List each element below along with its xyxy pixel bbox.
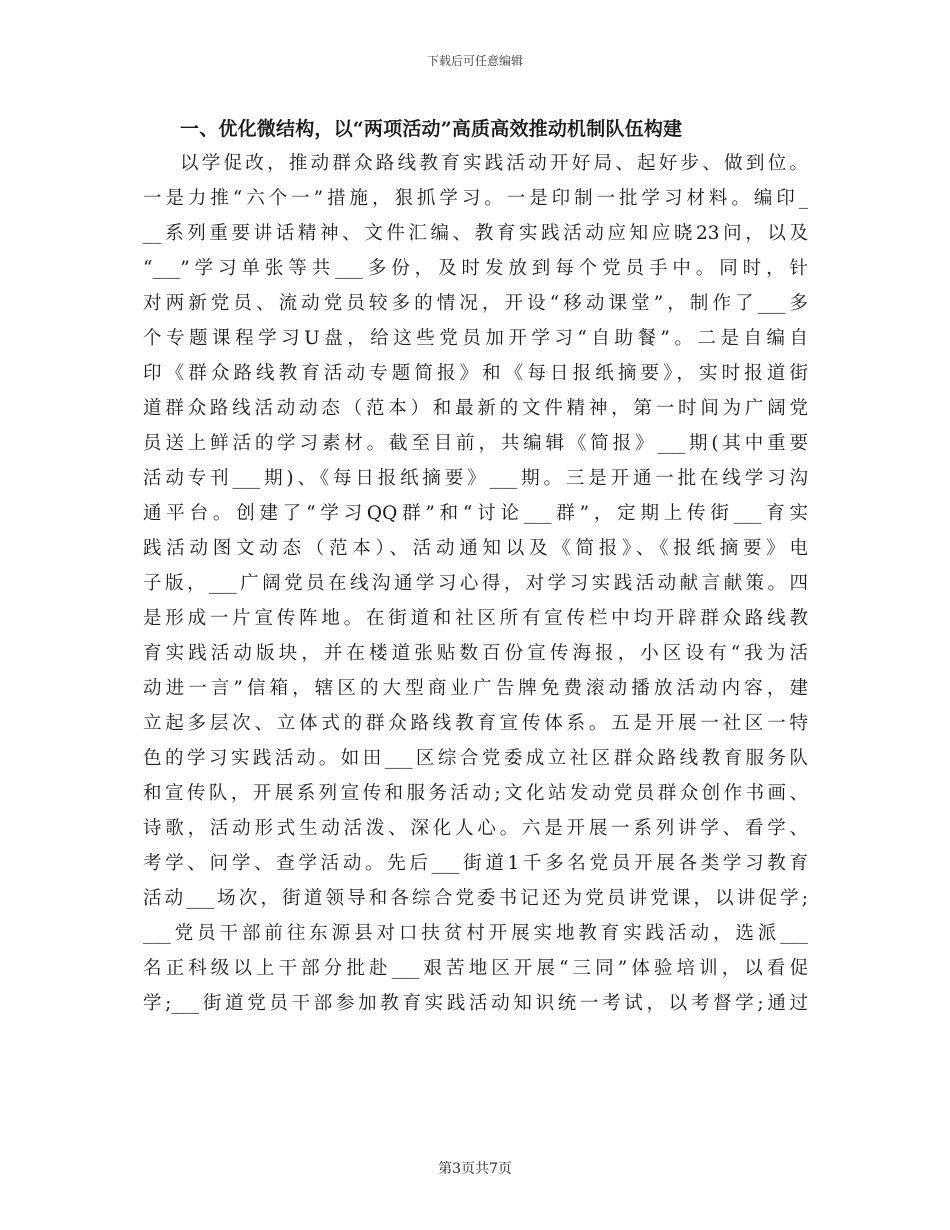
text-line: 名正科级以上干部分批赴___艰苦地区开展“三同”体验培训，以看促 (143, 958, 808, 979)
text-line: ___党员干部前往东源县对口扶贫村开展实地教育实践活动，选派___ (143, 923, 808, 944)
text-line: 以学促改，推动群众路线教育实践活动开好局、起好步、做到位。 (180, 153, 808, 174)
text-line: 印《群众路线教育活动专题简报》和《每日报纸摘要》，实时报道街 (143, 363, 808, 384)
text-line: 立起多层次、立体式的群众路线教育宣传体系。五是开展一社区一特 (143, 713, 808, 734)
text-line: 一是力推“六个一”措施，狠抓学习。一是印制一批学习材料。编印_ (143, 188, 808, 209)
text-line: 色的学习实践活动。如田___区综合党委成立社区群众路线教育服务队 (143, 748, 808, 769)
text-line: 学;___街道党员干部参加教育实践活动知识统一考试，以考督学;通过 (143, 993, 808, 1014)
text-line: 育实践活动版块，并在楼道张贴数百份宣传海报，小区设有“我为活 (143, 643, 808, 664)
text-line: 和宣传队，开展系列宣传和服务活动;文化站发动党员群众创作书画、 (143, 783, 808, 804)
header-note: 下载后可任意编辑 (426, 54, 523, 68)
body-paragraph (143, 146, 808, 1021)
text-line: 道群众路线活动动态（范本）和最新的文件精神，第一时间为广阔党 (143, 398, 808, 419)
section-heading: 一、优化微结构，以“两项活动”高质高效推动机制队伍构建 (180, 118, 683, 140)
text-line: __系列重要讲话精神、文件汇编、教育实践活动应知应晓23问，以及 (143, 223, 808, 244)
text-line: 践活动图文动态（范本）、活动通知以及《简报》、《报纸摘要》电 (143, 538, 808, 559)
text-line: 子版，___广阔党员在线沟通学习心得，对学习实践活动献言献策。四 (143, 573, 808, 594)
text-line: 考学、问学、查学活动。先后___街道1千多名党员开展各类学习教育 (143, 853, 808, 874)
text-line: “___”学习单张等共___多份，及时发放到每个党员手中。同时，针 (143, 258, 808, 279)
text-line: 活动___场次，街道领导和各综合党委书记还为党员讲党课，以讲促学; (143, 888, 808, 909)
text-line: 通平台。创建了“学习QQ群”和“讨论___群”，定期上传街___育实 (143, 503, 808, 524)
text-line: 动进一言”信箱，辖区的大型商业广告牌免费滚动播放活动内容，建 (143, 678, 808, 699)
text-line: 诗歌，活动形式生动活泼、深化人心。六是开展一系列讲学、看学、 (143, 818, 808, 839)
text-line: 活动专刊___期)、《每日报纸摘要》___期。三是开通一批在线学习沟 (143, 468, 808, 489)
text-line: 是形成一片宣传阵地。在街道和社区所有宣传栏中均开辟群众路线教 (143, 608, 808, 629)
text-line: 对两新党员、流动党员较多的情况，开设“移动课堂”，制作了___多 (143, 293, 808, 314)
page-number: 第3页共7页 (438, 1161, 512, 1177)
text-line: 员送上鲜活的学习素材。截至目前，共编辑《简报》___期(其中重要 (143, 433, 808, 454)
text-line: 个专题课程学习U盘，给这些党员加开学习“自助餐”。二是自编自 (143, 328, 808, 349)
